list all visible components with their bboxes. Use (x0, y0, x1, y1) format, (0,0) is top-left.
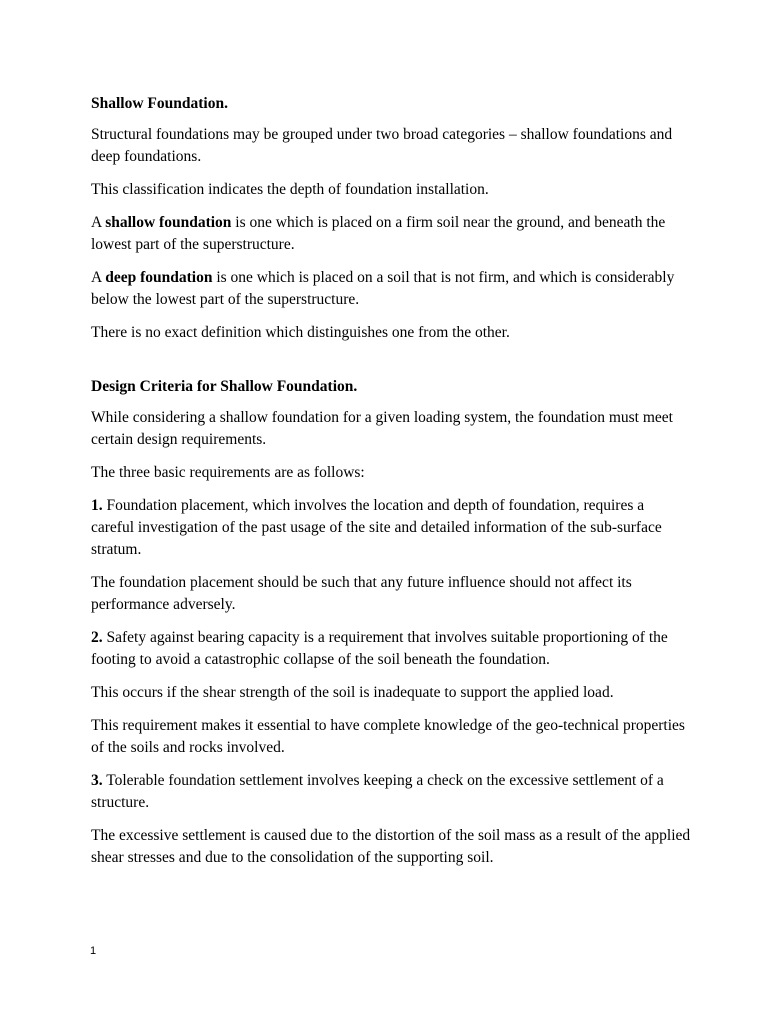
item-number: 2. (91, 629, 103, 646)
section-heading-design-criteria: Design Criteria for Shallow Foundation. (91, 378, 358, 395)
requirement-item-2 (91, 627, 691, 671)
item-number: 1. (91, 497, 103, 514)
paragraph-text: is one which is placed on a soil that is not firm, and which is considerably below the lowest part of the superstructure. (91, 269, 675, 308)
paragraph-categories: Structural foundations may be grouped under two broad categories – shallow foundations and deep foundations. (91, 126, 673, 165)
term-deep-foundation: deep foundation (105, 269, 213, 286)
paragraph-prefix: A (91, 214, 106, 231)
paragraph-placement-influence: The foundation placement should be such that any future influence should not affect its performance adversely. (91, 574, 632, 613)
term-shallow-foundation: shallow foundation (105, 214, 232, 231)
section-spacer (91, 355, 691, 377)
item-number: 3. (91, 772, 103, 789)
item-text: Safety against bearing capacity is a requirement that involves suitable proportioning of the footing to avoid a catastrophic collapse of the soil beneath the foundation. (91, 629, 668, 668)
paragraph-text: is one which is placed on a firm soil near the ground, and beneath the lowest part of the superstructure. (91, 214, 666, 253)
page-number: 1 (90, 945, 97, 957)
paragraph-shallow-definition (91, 212, 691, 256)
paragraph-excessive-settlement: The excessive settlement is caused due to the distortion of the soil mass as a result of the applied shear stresses and due to the consolidation of the supporting soil. (91, 827, 691, 866)
paragraph-three-requirements: The three basic requirements are as follows: (91, 464, 365, 481)
paragraph-deep-definition (91, 267, 691, 311)
document-page (91, 94, 691, 880)
requirement-item-3 (91, 770, 691, 814)
section-heading-shallow-foundation: Shallow Foundation. (91, 95, 228, 112)
requirement-item-1 (91, 495, 691, 561)
paragraph-classification: This classification indicates the depth of foundation installation. (91, 181, 489, 198)
paragraph-design-requirements: While considering a shallow foundation for a given loading system, the foundation must meet certain design requirements. (91, 409, 673, 448)
item-text: Foundation placement, which involves the location and depth of foundation, requires a careful investigation of the past usage of the site and detailed information of the sub-surface stratum. (91, 497, 662, 558)
paragraph-shear-strength: This occurs if the shear strength of the soil is inadequate to support the applied load. (91, 684, 614, 701)
item-text: Tolerable foundation settlement involves keeping a check on the excessive settlement of a structure. (91, 772, 664, 811)
paragraph-no-exact-definition: There is no exact definition which distinguishes one from the other. (91, 324, 510, 341)
paragraph-prefix: A (91, 269, 106, 286)
paragraph-geotechnical-knowledge: This requirement makes it essential to have complete knowledge of the geo-technical properties of the soils and rocks involved. (91, 717, 685, 756)
